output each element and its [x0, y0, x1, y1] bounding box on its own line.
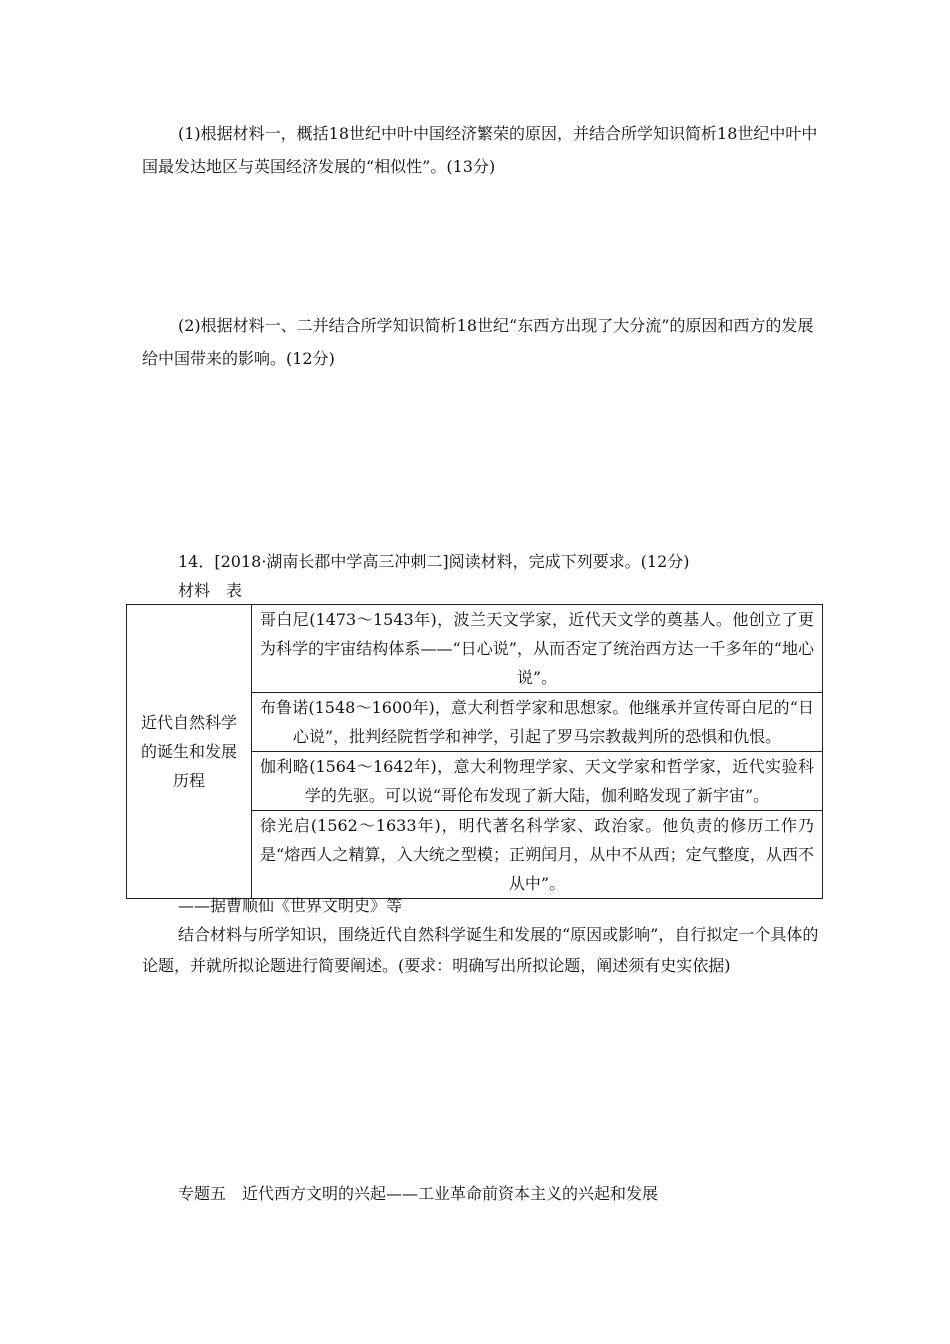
question-14-task: 结合材料与所学知识，围绕近代自然科学诞生和发展的“原因或影响”，自行拟定一个具体的论题，并就所拟论题进行简要阐述。(要求：明确写出所拟论题，阐述须有史实依据): [142, 925, 819, 975]
table-cell-copernicus: 哥白尼(1473～1543年)，波兰天文学家，近代天文学的奠基人。他创立了更为科学的宇宙结构体系——“日心说”，从而否定了统治西方达一千多年的“地心说”。: [252, 605, 823, 693]
table-row: [127, 605, 823, 693]
question-2: (2)根据材料一、二并结合所学知识简析18世纪“东西方出现了大分流”的原因和西方的发展给中国带来的影响。(12分): [142, 316, 814, 368]
question-1: (1)根据材料一，概括18世纪中叶中国经济繁荣的原因，并结合所学知识简析18世纪中叶中国最发达地区与英国经济发展的“相似性”。(13分): [142, 124, 818, 176]
material-label-table: 表: [226, 581, 243, 600]
question-14-heading: 14．[2018·湖南长郡中学高三冲刺二]阅读材料，完成下列要求。(12分): [178, 552, 690, 571]
material-label-word: 材料: [178, 581, 211, 600]
material-table: [126, 604, 823, 899]
material-source: ——据曹顺仙《世界文明史》等: [178, 896, 403, 915]
material-label: [178, 576, 242, 606]
table-cell-galileo: 伽利略(1564～1642年)，意大利物理学家、天文学家和哲学家，近代实验科学的先驱。可以说“哥伦布发现了新大陆，伽利略发现了新宇宙”。: [252, 752, 823, 811]
table-cell-bruno: 布鲁诺(1548～1600年)，意大利哲学家和思想家。他继承并宣传哥白尼的“日心说”，批判经院哲学和神学，引起了罗马宗教裁判所的恐惧和仇恨。: [252, 693, 823, 752]
table-left-header: 近代自然科学的诞生和发展历程: [127, 605, 252, 899]
table-cell-xu-guangqi: 徐光启(1562～1633年)，明代著名科学家、政治家。他负责的修历工作乃是“熔西人之精算，入大统之型模；正朔闰月，从中不从西；定气整度，从西不从中”。: [252, 811, 823, 899]
chapter-footer: 专题五 近代西方文明的兴起——工业革命前资本主义的兴起和发展: [178, 1184, 659, 1203]
